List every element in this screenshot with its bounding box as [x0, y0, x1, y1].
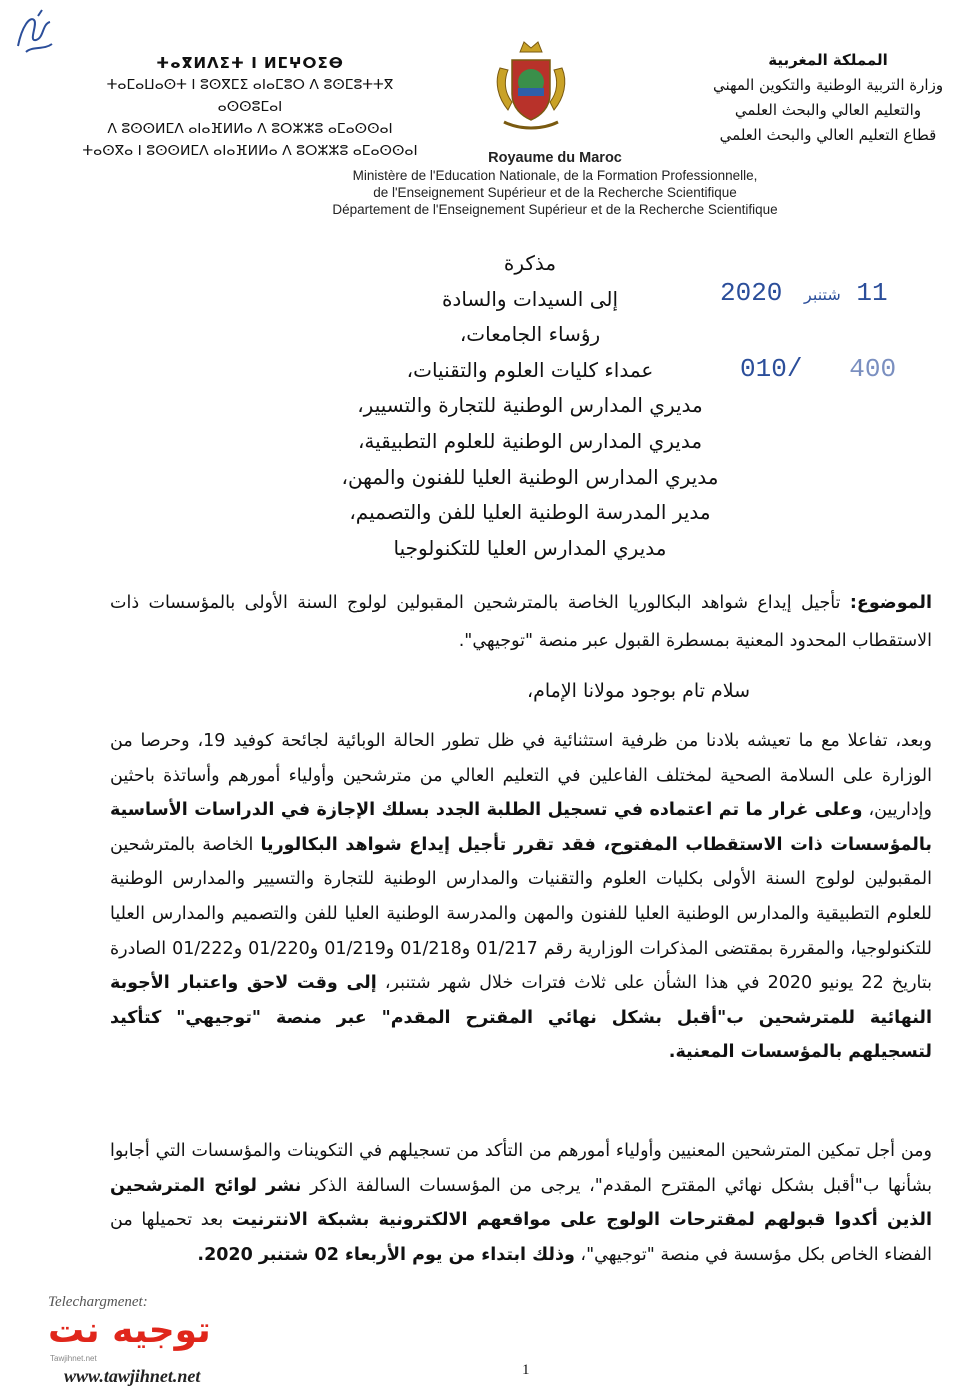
arabic-header-line: قطاع التعليم العالي والبحث العلمي — [719, 126, 937, 144]
addressee-line: مديري المدارس العليا للتكنولوجيا — [393, 535, 667, 560]
addressee-line: مدير المدرسة الوطنية العليا للفن والتصميم، — [349, 500, 711, 525]
subject-label: الموضوع: — [849, 593, 932, 613]
stamp-day: 11 — [856, 278, 888, 308]
page-number: 1 — [522, 1362, 530, 1378]
french-header-line: Ministère de l'Education Nationale, de la Formation Professionnelle, — [352, 168, 758, 183]
french-header-line: Département de l'Enseignement Supérieur et de la Recherche Scientifique — [332, 202, 778, 217]
royal-coat-of-arms — [490, 38, 572, 134]
stamp-number-left: 0 — [740, 354, 756, 384]
subject-paragraph — [110, 584, 932, 660]
body-text: وبعد، تفاعلا مع ما تعيشه بلادنا من ظرفية استثنائية في ظل تطور الحالة الوبائية لجائحة كوفيد 19، وحرصا من الوزارة على السلامة الصحية لمختلف الفاعلين في التعليم العالي من مترشحين وأولياء أمورهم وأساتذة باحثين وإداريين، — [110, 731, 932, 821]
body-bold-text: نشر لوائح المترشحين الذين أكدوا قبولهم لمقترحات الولوج على مواقعهم الالكترونية بشبكة الانترنيت — [110, 1175, 932, 1231]
watermark-logo-text: توجيه نت — [48, 1310, 211, 1351]
body-paragraph-2 — [110, 1134, 932, 1272]
watermark-logo — [48, 1310, 268, 1360]
addressee-line: مديري المدارس الوطنية للعلوم التطبيقية، — [357, 428, 703, 453]
french-header — [290, 150, 820, 218]
subject-text: تأجيل إيداع شواهد البكالوريا الخاصة بالمترشحين المقبولين لولوج السنة الأولى بالمؤسسات ذات الاستقطاب المحدود المعنية بمسطرة القبول عبر منصة "توجيهي". — [110, 593, 932, 651]
addressee-block — [300, 246, 760, 566]
body-paragraph-1 — [110, 724, 932, 1070]
memo-title: مذكرة — [503, 251, 557, 275]
body-text: ومن أجل تمكين المترشحين المعنيين وأولياء أمورهم من التأكد من تسجيلهم في التكوينات والمؤسسات التي أجابوا بشأنها ب"أقبل بشكل نهائي المقترح المقدم"، يرجى من المؤسسات السالفة الذكر — [110, 1141, 932, 1196]
arabic-header-line: وزارة التربية الوطنية والتكوين المهني — [712, 76, 944, 94]
arabic-header-line: المملكة المغربية — [768, 51, 888, 69]
addressee-line: إلى السيدات والسادة — [441, 286, 619, 311]
reference-number-stamp — [740, 354, 896, 384]
addressee-line: مديري المدارس الوطنية العليا للفنون والمهن، — [341, 464, 719, 489]
body-bold-text: وذلك ابتداء من يوم الأربعاء 02 شتنبر 2020. — [197, 1244, 575, 1265]
tifinagh-line: ⵜⴰⵙⴳⴰ ⵏ ⵓⵙⵙⵍⵎⴷ ⴰⵏⴰⴼⵍⵍⴰ ⴷ ⵓⵔⵣⵣⵓ ⴰⵎⴰⵙⵙⴰⵏ — [82, 143, 418, 159]
arabic-header — [698, 48, 958, 148]
tifinagh-header — [80, 52, 420, 162]
addressee-line: مديري المدارس الوطنية للتجارة والتسيير، — [357, 393, 703, 418]
tifinagh-line: ⴷ ⵓⵙⵙⵍⵎⴷ ⴰⵏⴰⴼⵍⵍⴰ ⴷ ⵓⵔⵣⵣⵓ ⴰⵎⴰⵙⵙⴰⵏ — [107, 121, 393, 137]
stamp-year: 2020 — [720, 278, 783, 308]
tifinagh-line: ⵜⴰⴳⵍⴷⵉⵜ ⵏ ⵍⵎⵖⵔⵉⴱ — [156, 54, 344, 72]
watermark-small-text: Tawjihnet.net — [50, 1354, 97, 1363]
french-header-line: de l'Enseignement Supérieur et de la Recherche Scientifique — [373, 185, 737, 200]
watermark-label: Telechargmenet: — [48, 1294, 148, 1310]
body-bold-text: إلى وقت لاحق واعتبار الأجوبة النهائية للمترشحين ب"أقبل بشكل نهائي المقترح المقدم" عبر منصة "توجيهي" كتأكيد لتسجيلهم بالمؤسسات المعنية. — [110, 973, 932, 1063]
addressee-line: رؤساء الجامعات، — [459, 322, 601, 347]
handwritten-initial — [8, 6, 62, 68]
country-name: Royaume du Maroc — [488, 150, 622, 166]
stamp-month: شتنبر — [804, 285, 841, 304]
body-bold-text: وعلى غرار ما تم اعتماده في تسجيل الطلبة الجدد بسلك الإجازة في الدراسات الأساسية بالمؤسسات ذات الاستقطاب المفتوح، فقد تقرر تأجيل إيداع شواهد البكالوريا — [110, 800, 933, 855]
stamp-number-right: 400 — [849, 354, 897, 384]
body-text: الخاصة بالمترشحين المقبولين لولوج السنة الأولى بكليات العلوم والتقنيات والمدارس الوطنية للتجارة والتسيير والمدارس الوطنية للعلوم التطبيقية والمدارس الوطنية العليا للفنون والمهن والمدرسة الوطنية العليا للفن والتصميم والمدارس العليا للتكنولوجيا، والمقررة بمقتضى المذكرات الوزارية رقم 01/217 و01/218 و01/219 و01/220 و01/222 الصادرة بتاريخ 22 يونيو 2020 في هذا الشأن على ثلاث فترات خلال شهر شتنبر، — [110, 834, 933, 994]
watermark-url[interactable]: www.tawjihnet.net — [64, 1366, 201, 1386]
stamp-number: 10/ — [755, 354, 803, 384]
tifinagh-line: ⵜⴰⵎⴰⵡⴰⵙⵜ ⵏ ⵓⵙⴳⵎⵉ ⴰⵏⴰⵎⵓⵔ ⴷ ⵓⵙⵎⵓⵜⵜⴳ ⴰⵙⵙⵓⵎⴰⵏ — [106, 77, 394, 115]
arabic-header-line: والتعليم العالي والبحث العلمي — [734, 101, 922, 119]
greeting: سلام تام بوجود مولانا الإمام، — [526, 680, 750, 702]
body-text: بعد تحميلها من الفضاء الخاص بكل مؤسسة في منصة "توجيهي"، — [110, 1210, 932, 1265]
addressee-line: عمداء كليات العلوم والتقنيات، — [406, 357, 654, 382]
